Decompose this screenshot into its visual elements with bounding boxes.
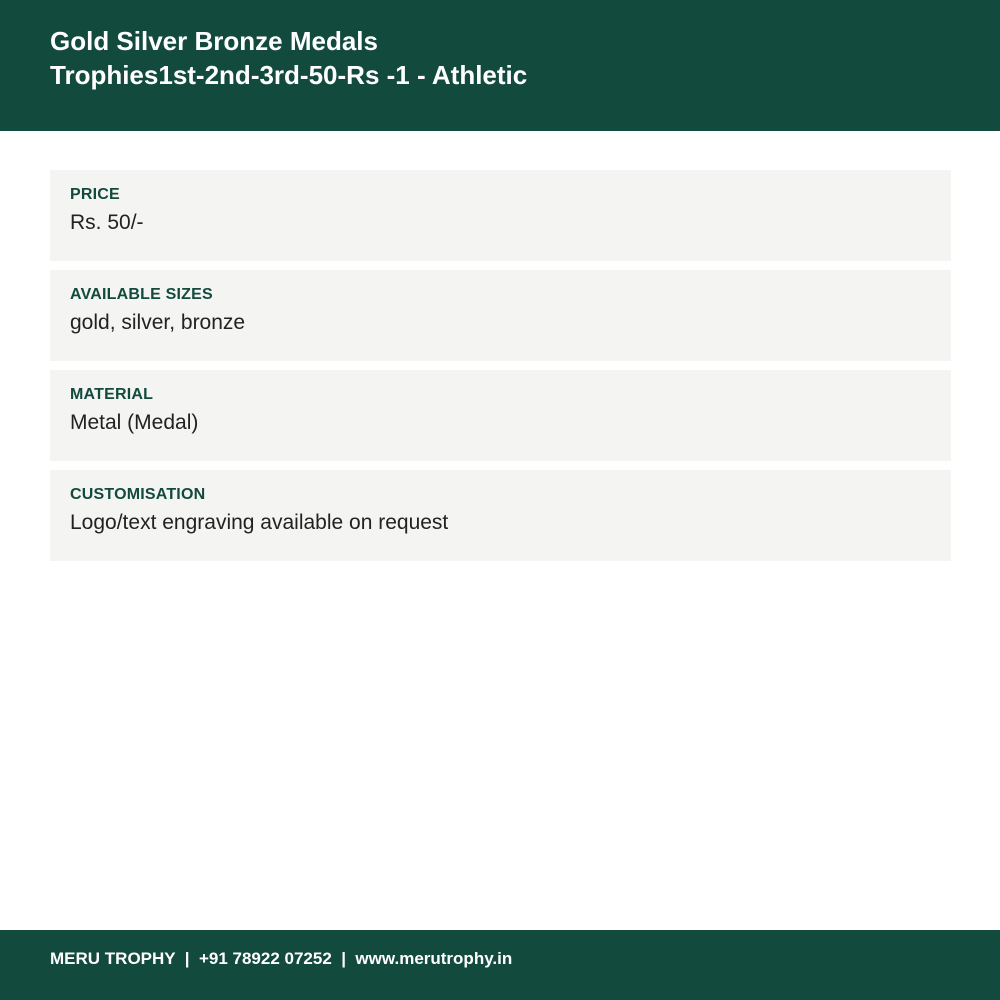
material-value: Metal (Medal) [70,411,199,434]
footer-contact-text: MERU TROPHY | +91 78922 07252 | www.merutrophy.in [50,949,513,968]
customisation-value: Logo/text engraving available on request [70,511,449,534]
material-card [50,370,951,461]
price-card [50,170,951,261]
contact-footer [0,930,1000,1000]
customisation-label: CUSTOMISATION [70,486,206,503]
available-sizes-card [50,270,951,361]
available-sizes-value: gold, silver, bronze [70,311,246,334]
available-sizes-label: AVAILABLE SIZES [70,286,213,303]
customisation-card [50,470,951,561]
material-label: MATERIAL [70,386,154,403]
product-title-line-1: Gold Silver Bronze Medals [50,26,378,56]
product-details [50,170,951,570]
price-value: Rs. 50/- [70,211,144,234]
price-label: PRICE [70,186,120,203]
product-title-line-2: Trophies1st-2nd-3rd-50-Rs -1 - Athletic [50,60,528,90]
title-banner [0,0,1000,131]
